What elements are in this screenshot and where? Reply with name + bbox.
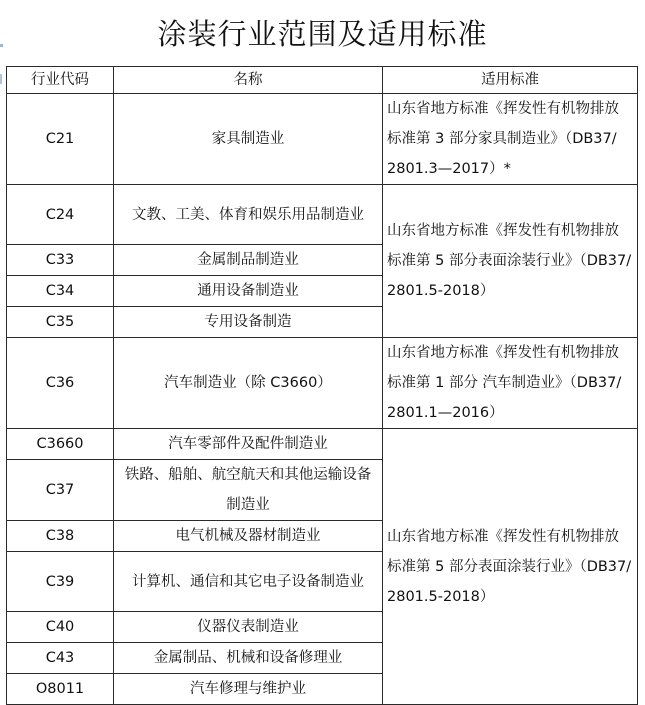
industry-name: 铁路、船舶、航空航天和其他运输设备制造业 [114,460,383,521]
industry-name: 汽车零部件及配件制造业 [114,429,383,460]
industry-code: C33 [7,245,114,276]
industry-code: C37 [7,460,114,521]
industry-name: 专用设备制造 [114,307,383,338]
standards-table [6,66,638,705]
applicable-standard: 山东省地方标准《挥发性有机物排放标准第 5 部分表面涂装行业》（DB37/ 2801.5-2018） [383,429,638,705]
table-row [7,429,638,460]
industry-name: 电气机械及器材制造业 [114,521,383,552]
industry-code: C40 [7,612,114,643]
industry-code: C21 [7,94,114,185]
table-row [7,185,638,245]
industry-name: 金属制品、机械和设备修理业 [114,643,383,674]
page-title: 涂装行业范围及适用标准 [157,17,488,51]
table-row [7,94,638,185]
industry-code: O8011 [7,674,114,705]
industry-name: 金属制品制造业 [114,245,383,276]
industry-name: 仪器仪表制造业 [114,612,383,643]
industry-name: 通用设备制造业 [114,276,383,307]
table-header-row [7,67,638,94]
applicable-standard: 山东省地方标准《挥发性有机物排放标准第 1 部分 汽车制造业》（DB37/ 2801.1—2016） [383,338,638,429]
applicable-standard: 山东省地方标准《挥发性有机物排放标准第 3 部分家具制造业》（DB37/ 2801.3—2017）* [383,94,638,185]
table-row [7,338,638,429]
industry-name: 家具制造业 [114,94,383,185]
industry-code: C43 [7,643,114,674]
industry-code: C3660 [7,429,114,460]
industry-code: C36 [7,338,114,429]
industry-code: C34 [7,276,114,307]
header-standard: 适用标准 [383,67,638,94]
edge-marker [0,74,2,84]
industry-code: C39 [7,552,114,612]
industry-code: C38 [7,521,114,552]
header-code: 行业代码 [7,67,114,94]
industry-name: 汽车修理与维护业 [114,674,383,705]
industry-name: 计算机、通信和其它电子设备制造业 [114,552,383,612]
header-name: 名称 [114,67,383,94]
applicable-standard: 山东省地方标准《挥发性有机物排放标准第 5 部分表面涂装行业》（DB37/ 2801.5-2018） [383,185,638,338]
industry-code: C24 [7,185,114,245]
industry-name: 汽车制造业（除 C3660） [114,338,383,429]
industry-code: C35 [7,307,114,338]
industry-name: 文教、工美、体育和娱乐用品制造业 [114,185,383,245]
